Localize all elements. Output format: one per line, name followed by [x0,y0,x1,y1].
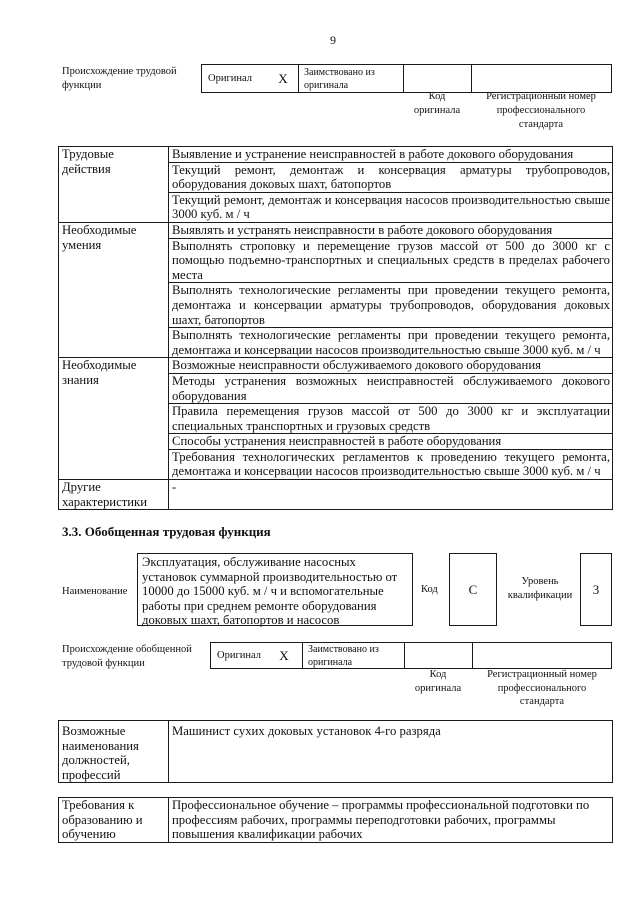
knowledge-item: Способы устранения неисправностей в работе оборудования [169,434,613,450]
origin-code-cell [404,642,473,669]
skill-item: Выполнять технологические регламенты при проведении текущего ремонта, демонтажа и консервации арматуры трубопроводов, оборудования доковых шахт, батопортов [169,283,613,328]
education-value: Профессиональное обучение – программы профессиональной подготовки по профессиям рабочих, программы переподготовки рабочих, программы повышения квалификации рабочих [169,798,613,843]
original-mark: X [279,647,289,663]
borrowed-label: Заимствовано из оригинала [308,644,379,668]
table-row [59,222,613,238]
origin-reg-number-cell [471,64,612,93]
knowledge-item: Методы устранения возможных неисправностей обслуживаемого докового оборудования [169,373,613,403]
positions-label: Возможные наименования должностей, профессий [59,721,169,783]
table-row [59,358,613,374]
knowledge-item: Требования технологических регламентов к проведению текущего ремонта, демонтажа и консервации насосов производительностью свыше 3000 куб. м / ч [169,449,613,479]
skill-item: Выполнять технологические регламенты при проведении текущего ремонта, демонтажа и консервации насосов производительностью свыше 3000 куб. м / ч [169,328,613,358]
table-row [59,480,613,510]
labor-action-item: Текущий ремонт, демонтаж и консервация насосов производительностью свыше 3000 куб. м / ч [169,192,613,222]
labor-action-item: Текущий ремонт, демонтаж и консервация арматуры трубопроводов, оборудования доковых шахт, батопортов [169,162,613,192]
reg-number-caption: Регистрационный номер профессионального стандарта [487,669,597,707]
labor-function-table [58,146,613,510]
required-skills-label: Необходимые умения [59,222,169,357]
labor-action-item: Выявление и устранение неисправностей в работе докового оборудования [169,147,613,163]
education-table [58,797,613,843]
original-label: Оригинал [217,650,261,661]
table-row [59,798,613,843]
other-characteristics-value: - [169,480,613,510]
origin-original-cell [210,642,303,669]
qualification-level-label: Уровень квалификации [507,576,573,601]
reg-number-caption: Регистрационный номер профессионального стандарта [486,91,596,130]
code-value: C [468,581,478,597]
skill-item: Выполнять строповку и перемещение грузов массой от 500 до 3000 кг с помощью подъемно-транспортных и специальных средств в пределах рабочего места [169,238,613,283]
borrowed-label: Заимствовано из оригинала [304,67,375,91]
knowledge-item: Возможные неисправности обслуживаемого докового оборудования [169,358,613,374]
name-label: Наименование [62,586,128,597]
origin-borrowed-cell [298,64,404,93]
labor-actions-label: Трудовые действия [59,147,169,223]
section-heading: 3.3. Обобщенная трудовая функция [62,524,271,539]
origin-label: Происхождение трудовой функции [62,66,177,91]
original-mark: X [278,70,288,86]
generalized-origin-label: Происхождение обобщенной трудовой функции [62,644,192,669]
required-knowledge-label: Необходимые знания [59,358,169,480]
table-row [59,721,613,783]
positions-table [58,720,613,783]
table-row [59,147,613,163]
education-label: Требования к образованию и обучению [59,798,169,843]
code-original-caption: Код оригинала [413,91,461,116]
origin-borrowed-cell [302,642,405,669]
code-value-box [449,553,497,626]
code-label: Код [421,584,438,595]
skill-item: Выявлять и устранять неисправности в работе докового оборудования [169,222,613,238]
original-label: Оригинал [208,73,252,84]
page-number: 9 [330,33,336,47]
origin-code-cell [403,64,472,93]
positions-value: Машинист сухих доковых установок 4-го разряда [169,721,613,783]
knowledge-item: Правила перемещения грузов массой от 500 до 3000 кг и эксплуатации специальных транспортных и грузовых средств [169,404,613,434]
origin-original-cell [201,64,299,93]
qualification-level-box [580,553,612,626]
origin-reg-number-cell [472,642,612,669]
code-original-caption: Код оригинала [414,669,462,694]
qualification-level-value: 3 [592,581,600,597]
other-characteristics-label: Другие характеристики [59,480,169,510]
name-value-box: Эксплуатация, обслуживание насосных установок суммарной производительностью от 10000 до 15000 куб. м / ч и вспомогательные работы при среднем ремонте оборудования доковых шахт, батопортов и насосов [137,553,413,626]
